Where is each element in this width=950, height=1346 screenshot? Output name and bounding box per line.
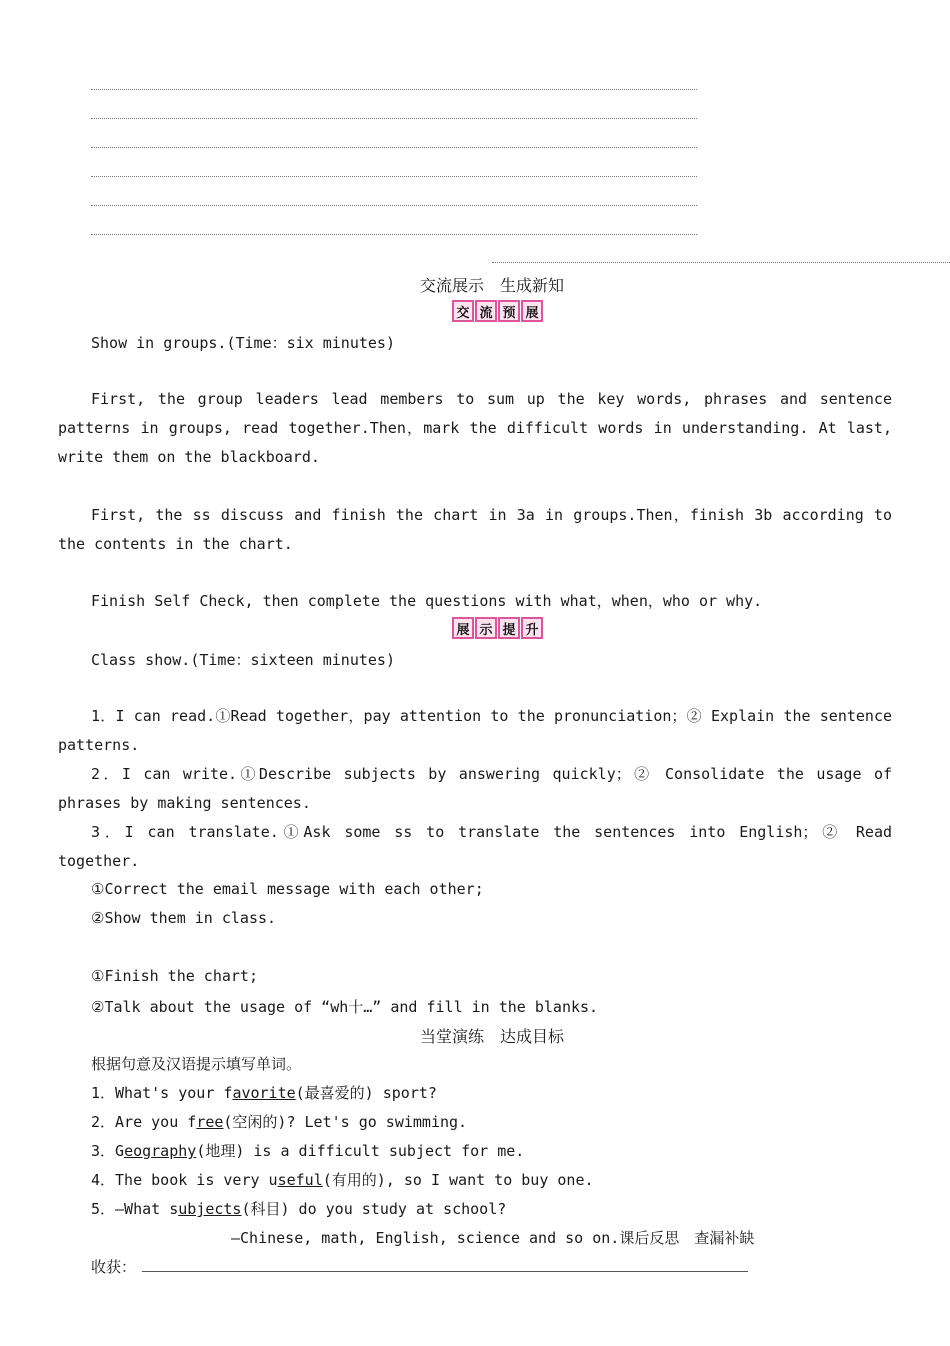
- talk-usage-text: ②Talk about the usage of “wh十…” and fill in the blanks.: [91, 998, 599, 1016]
- section-heading-exchange: 交流展示 生成新知: [419, 276, 564, 295]
- item-text: I can write.①Describe subjects by answering quickly；② Consolidate the usage of phrases by making sentences.: [58, 765, 893, 812]
- list-item-translate: [58, 818, 892, 876]
- section-heading-reflection: 课后反思 查漏补缺: [619, 1229, 755, 1247]
- exercise-prefix: 5．—What s: [91, 1200, 179, 1218]
- badge-char: 提: [498, 617, 520, 639]
- list-item-read: [58, 702, 892, 760]
- answer-line: [91, 176, 697, 177]
- item-text: I can read.①Read together，pay attention to the pronunciation；② Explain the sentence patterns.: [58, 707, 893, 754]
- item-number: 3．: [91, 823, 125, 841]
- exercise-item: [91, 1082, 437, 1103]
- paragraph-group-leaders: First, the group leaders lead members to sum up the key words, phrases and sentence patterns in groups, read together.Then，mark the difficult words in understanding. At last, write them on the blackboard.: [58, 390, 892, 466]
- badge-char: 交: [452, 300, 474, 322]
- answer-line: [91, 205, 697, 206]
- exercise-item: [91, 1140, 524, 1161]
- exercise-item: [91, 1198, 506, 1219]
- exercise-prefix: 4．The book is very u: [91, 1171, 278, 1189]
- list-item-write: [58, 760, 892, 818]
- exercise-suffix: (有用的), so I want to buy one.: [322, 1171, 594, 1189]
- exercise-answer: ree: [196, 1113, 224, 1131]
- harvest-input-line: [142, 1271, 748, 1272]
- answer-line: [91, 89, 697, 90]
- exercise-prefix: 2．Are you f: [91, 1113, 197, 1131]
- answer-line: [91, 147, 697, 148]
- exercise-answer: ubjects: [178, 1200, 242, 1218]
- exercise-suffix: (最喜爱的) sport?: [295, 1084, 437, 1102]
- paragraph-chart-3a: First, the ss discuss and finish the chart in 3a in groups.Then，finish 3b according to the contents in the chart.: [58, 506, 892, 553]
- exercise-answer: eography: [124, 1142, 197, 1160]
- harvest-label: 收获：: [91, 1258, 137, 1276]
- exercise-answer-line: [231, 1227, 754, 1248]
- item-number: 2．: [91, 765, 122, 783]
- badge-char: 升: [521, 617, 543, 639]
- paragraph-self-check: Finish Self Check, then complete the questions with what，when，who or why.: [91, 592, 763, 610]
- badge-char: 预: [498, 300, 520, 322]
- answer-text: —Chinese, math, English, science and so on.: [231, 1229, 620, 1247]
- show-class-text: ②Show them in class.: [91, 909, 277, 927]
- badge-char: 展: [521, 300, 543, 322]
- answer-line: [91, 118, 697, 119]
- badge-char: 展: [452, 617, 474, 639]
- badge-show-improve: [452, 617, 543, 639]
- exercise-item: [91, 1111, 467, 1132]
- item-number: 1．: [91, 707, 116, 725]
- correct-email-text: ①Correct the email message with each other;: [91, 880, 484, 898]
- answer-line: [492, 262, 950, 263]
- exercise-suffix: (空闲的)? Let's go swimming.: [223, 1113, 468, 1131]
- finish-chart-text: ①Finish the chart;: [91, 967, 258, 985]
- show-groups-text: Show in groups.(Time：six minutes): [91, 334, 395, 352]
- exercise-answer: avorite: [232, 1084, 296, 1102]
- exercise-suffix: (地理) is a difficult subject for me.: [196, 1142, 525, 1160]
- badge-char: 示: [475, 617, 497, 639]
- item-text: I can translate.①Ask some ss to translate the sentences into English；② Read together.: [58, 823, 893, 870]
- badge-exchange-preview: [452, 300, 543, 322]
- section-heading-practice: 当堂演练 达成目标: [419, 1027, 564, 1046]
- exercise-prefix: 1．What's your f: [91, 1084, 233, 1102]
- answer-line: [91, 234, 697, 235]
- class-show-text: Class show.(Time：sixteen minutes): [91, 651, 395, 669]
- exercise-prefix: 3．G: [91, 1142, 125, 1160]
- exercise-instruction: 根据句意及汉语提示填写单词。: [91, 1055, 302, 1073]
- exercise-suffix: (科目) do you study at school?: [241, 1200, 507, 1218]
- badge-char: 流: [475, 300, 497, 322]
- exercise-item: [91, 1169, 594, 1190]
- exercise-answer: seful: [277, 1171, 323, 1189]
